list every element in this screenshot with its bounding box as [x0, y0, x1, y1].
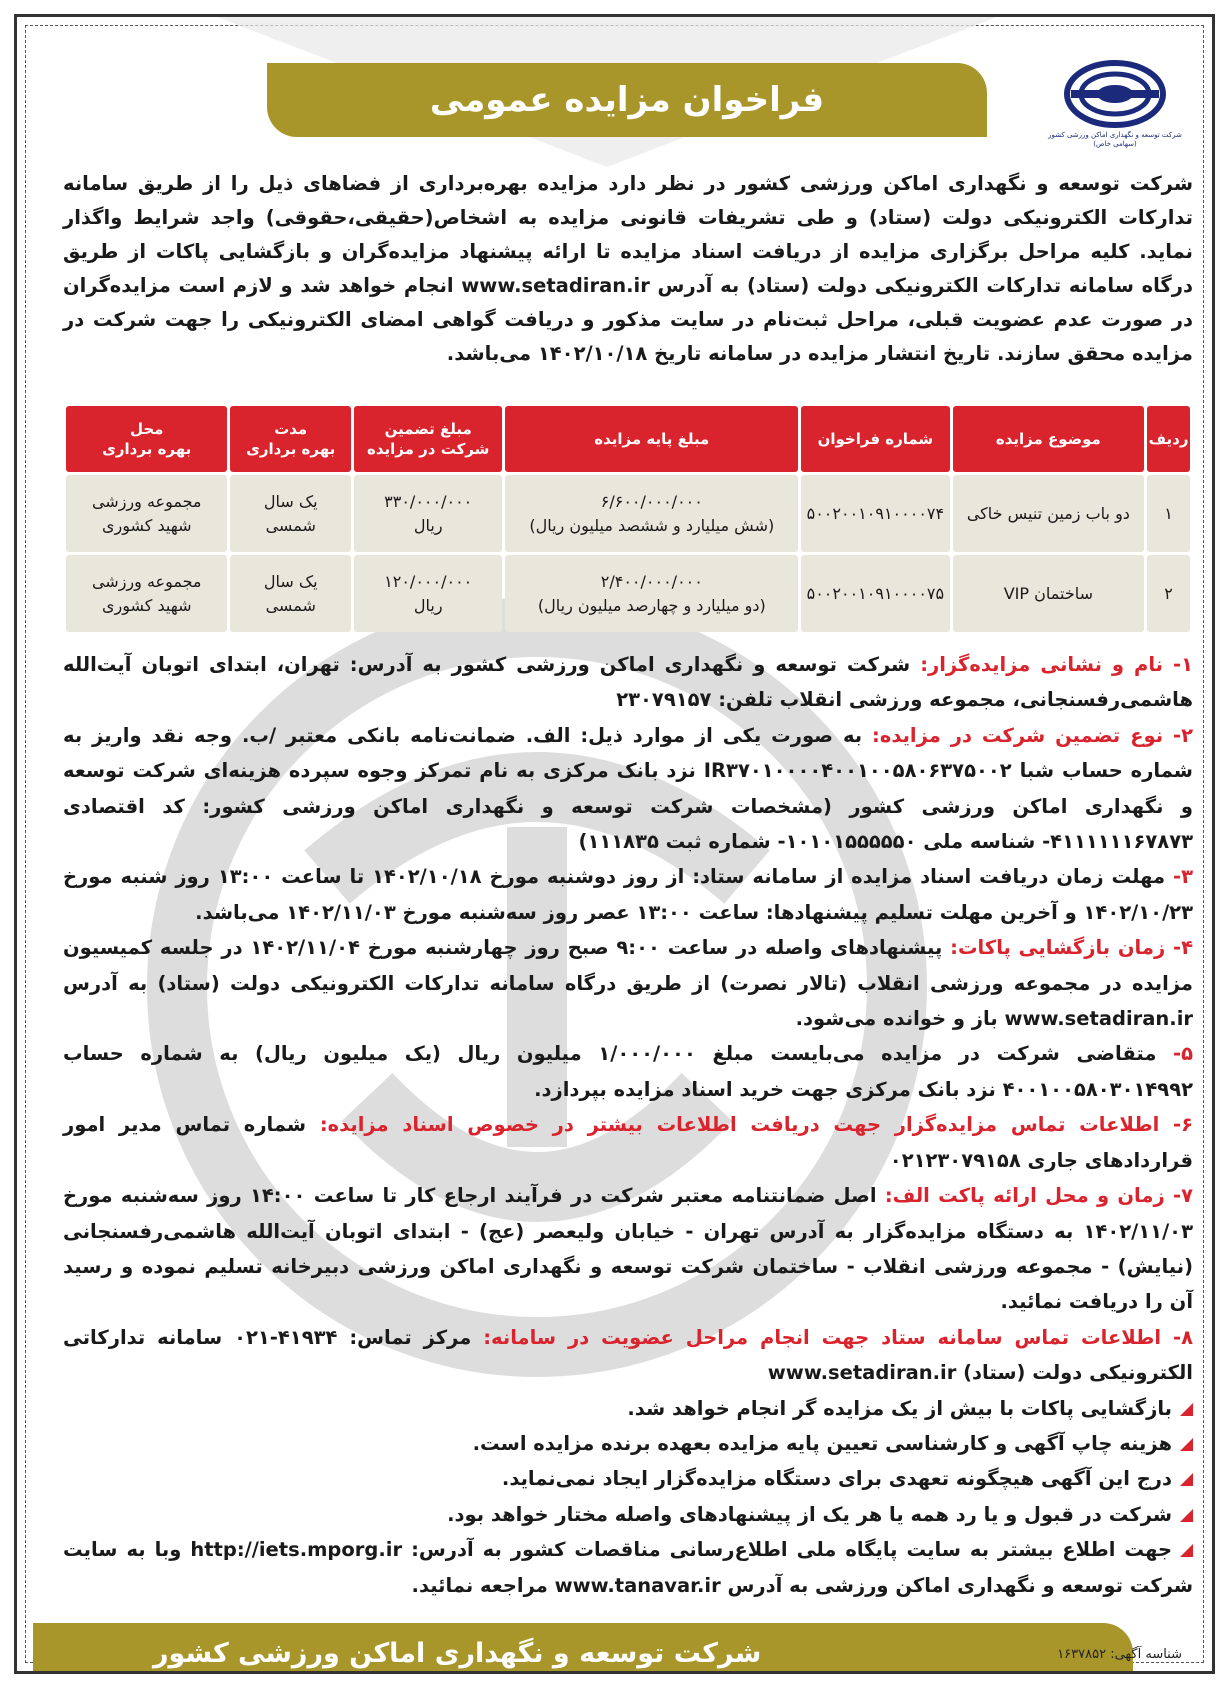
page-title: فراخوان مزایده عمومی	[429, 80, 825, 120]
clause-2: ۲- نوع تضمین شرکت در مزایده: به صورت یکی از موارد ذیل: الف. ضمانت‌نامه بانکی معتبر /ب. وجه نقد واریز به شماره حساب شبا IR۳۷۰۱۰۰۰۰۴۰۰۱۰۰۵۸۰۶۳۷۵۰۰۲ نزد بانک مرکزی به نام تمرکز وجوه سپرده هزینه‌ای شرکت توسعه و نگهداری اماکن ورزشی کشور (مشخصات شرکت توسعه و نگهداری اماکن ورزشی کشور: کد اقتصادی ۴۱۱۱۱۱۱۶۷۸۷۳- شناسه ملی ۱۰۱۰۱۵۵۵۵۵۰- شماره ثبت ۱۱۱۸۳۵)	[63, 723, 1193, 854]
note-item: هزینه چاپ آگهی و کارشناسی تعیین پایه مزایده بعهده برنده مزایده است.	[63, 1426, 1193, 1461]
header-duration: مدت بهره برداری	[230, 406, 351, 472]
footer-banner	[33, 1623, 1133, 1674]
cell-guarantee: ۳۳۰/۰۰۰/۰۰۰ ریال	[354, 475, 502, 552]
title-banner	[267, 63, 987, 137]
cell-row-number: ۲	[1147, 555, 1190, 632]
clause-6: ۶- اطلاعات تماس مزایده‌گزار جهت دریافت اطلاعات بیشتر در خصوص اسناد مزایده: شماره تماس مدیر امور قراردادهای جاری ۰۲۱۲۳۰۷۹۱۵۸	[63, 1113, 1193, 1172]
header-base-price: مبلغ پایه مزایده	[505, 406, 798, 472]
footer-company-name: شرکت توسعه و نگهداری اماکن ورزشی کشور	[153, 1637, 762, 1669]
clause-1: ۱- نام و نشانی مزایده‌گزار: شرکت توسعه و نگهداری اماکن ورزشی کشور به آدرس: تهران، ابتدای اتوبان آیت‌الله هاشمی‌رفسنجانی، مجموعه ورزشی انقلاب تلفن: ۲۳۰۷۹۱۵۷	[63, 653, 1193, 712]
clause-3: ۳- مهلت زمان دریافت اسناد مزایده از سامانه ستاد: از روز دوشنبه مورخ ۱۴۰۲/۱۰/۱۸ تا ساعت ۱۳:۰۰ روز شنبه مورخ ۱۴۰۲/۱۰/۲۳ و آخرین مهلت تسلیم پیشنهادها: ساعت ۱۳:۰۰ عصر روز سه‌شنبه مورخ ۱۴۰۲/۱۱/۰۳ می‌باشد.	[63, 865, 1193, 924]
cell-call-number: ۵۰۰۲۰۰۱۰۹۱۰۰۰۰۷۵	[801, 555, 949, 632]
cell-base-price: ۶/۶۰۰/۰۰۰/۰۰۰ (شش میلیارد و ششصد میلیون ریال)	[505, 475, 798, 552]
cell-location: مجموعه ورزشی شهید کشوری	[66, 475, 227, 552]
table-header-row	[66, 406, 1190, 472]
clauses-section	[63, 647, 1193, 1603]
clause-5: ۵- متقاضی شرکت در مزایده می‌بایست مبلغ ۱/۰۰۰/۰۰۰ میلیون ریال (یک میلیون ریال) به شماره حساب ۴۰۰۱۰۰۵۸۰۳۰۱۴۹۹۲ نزد بانک مرکزی جهت خرید اسناد مزایده بپردازد.	[63, 1042, 1193, 1101]
table-row	[66, 555, 1190, 632]
red-triangle-bullet-icon	[1180, 1438, 1193, 1451]
intro-paragraph: شرکت توسعه و نگهداری اماکن ورزشی کشور در نظر دارد مزایده بهره‌برداری از فضاهای ذیل را از طریق سامانه تدارکات الکترونیکی دولت (ستاد) و طی تشریفات قانونی مزایده به اشخاص(حقیقی،حقوقی) واجد شرایط واگذار نماید. کلیه مراحل برگزاری مزایده از دریافت اسناد مزایده تا ارائه پیشنهاد مزایده‌گران و بازگشایی پاکات از طریق درگاه سامانه تدارکات الکترونیکی دولت (ستاد) به آدرس www.setadiran.ir انجام خواهد شد و لازم است مزایده‌گران در صورت عدم عضویت قبلی، مراحل ثبت‌نام در سایت مذکور و دریافت گواهی امضای الکترونیکی را جهت شرکت در مزایده محقق سازند. تاریخ انتشار مزایده در سامانه تاریخ ۱۴۰۲/۱۰/۱۸ می‌باشد.	[63, 172, 1193, 365]
red-triangle-bullet-icon	[1180, 1509, 1193, 1522]
cell-base-price: ۲/۴۰۰/۰۰۰/۰۰۰ (دو میلیارد و چهارصد میلیون ریال)	[505, 555, 798, 632]
cell-duration: یک سال شمسی	[230, 555, 351, 632]
cell-guarantee: ۱۲۰/۰۰۰/۰۰۰ ریال	[354, 555, 502, 632]
red-triangle-bullet-icon	[1180, 1473, 1193, 1486]
company-logo-icon	[1063, 59, 1167, 129]
ad-page	[14, 14, 1215, 1674]
note-item: بازگشایی پاکات با بیش از یک مزایده گر انجام خواهد شد.	[63, 1391, 1193, 1426]
note-item: شرکت در قبول و یا رد همه یا هر یک از پیشنهادهای واصله مختار خواهد بود.	[63, 1497, 1193, 1532]
header-call-number: شماره فراخوان	[801, 406, 949, 472]
cell-subject: دو باب زمین تنیس خاکی	[953, 475, 1145, 552]
clause-7: ۷- زمان و محل ارائه پاکت الف: اصل ضمانتنامه معتبر شرکت در فرآیند ارجاع کار تا ساعت ۱۴:۰۰ روز سه‌شنبه مورخ ۱۴۰۲/۱۱/۰۳ به دستگاه مزایده‌گزار به آدرس تهران - خیابان ولیعصر (عج) - ابتدای اتوبان آیت‌الله هاشمی‌رفسنجانی (نیایش) - مجموعه ورزشی انقلاب - ساختمان شرکت توسعه و نگهداری اماکن ورزشی دبیرخانه تسلیم نموده و رسید آن را دریافت نمائید.	[63, 1184, 1193, 1314]
header-location: محل بهره برداری	[66, 406, 227, 472]
cell-call-number: ۵۰۰۲۰۰۱۰۹۱۰۰۰۰۷۴	[801, 475, 949, 552]
cell-row-number: ۱	[1147, 475, 1190, 552]
auction-table	[63, 403, 1193, 635]
header-row-number: ردیف	[1147, 406, 1190, 472]
note-item: درج این آگهی هیچگونه تعهدی برای دستگاه مزایده‌گزار ایجاد نمی‌نماید.	[63, 1461, 1193, 1496]
ad-id: شناسه آگهی: ۱۶۳۷۸۵۲	[1057, 1647, 1182, 1662]
header-guarantee: مبلغ تضمین شرکت در مزایده	[354, 406, 502, 472]
table-row	[66, 475, 1190, 552]
clause-4: ۴- زمان بازگشایی پاکات: پیشنهادهای واصله در ساعت ۹:۰۰ صبح روز چهارشنبه مورخ ۱۴۰۲/۱۱/۰۴ در جلسه کمیسیون مزایده در مجموعه ورزشی انقلاب (تالار نصرت) از طریق درگاه سامانه تدارکات الکترونیکی دولت (ستاد) به آدرس www.setadiran.ir باز و خوانده می‌شود.	[63, 936, 1193, 1031]
cell-location: مجموعه ورزشی شهید کشوری	[66, 555, 227, 632]
company-logo	[1046, 59, 1184, 159]
header-subject: موضوع مزایده	[953, 406, 1145, 472]
cell-subject: ساختمان VIP	[953, 555, 1145, 632]
red-triangle-bullet-icon	[1180, 1403, 1193, 1416]
clause-8: ۸- اطلاعات تماس سامانه ستاد جهت انجام مراحل عضویت در سامانه: مرکز تماس: ۴۱۹۳۴-۰۲۱ سامانه تدارکاتی الکترونیکی دولت (ستاد) www.setadiran.ir	[63, 1325, 1193, 1385]
note-item: جهت اطلاع بیشتر به سایت پایگاه ملی اطلاع‌رسانی مناقصات کشور به آدرس: http://iets.mporg.ir وبا به سایت شرکت توسعه و نگهداری اماکن ورزشی به آدرس www.tanavar.ir مراجعه نمائید.	[63, 1538, 1193, 1597]
red-triangle-bullet-icon	[1180, 1544, 1193, 1557]
logo-caption: شرکت توسعه و نگهداری اماکن ورزشی کشور (سهامی خاص)	[1048, 131, 1182, 149]
cell-duration: یک سال شمسی	[230, 475, 351, 552]
